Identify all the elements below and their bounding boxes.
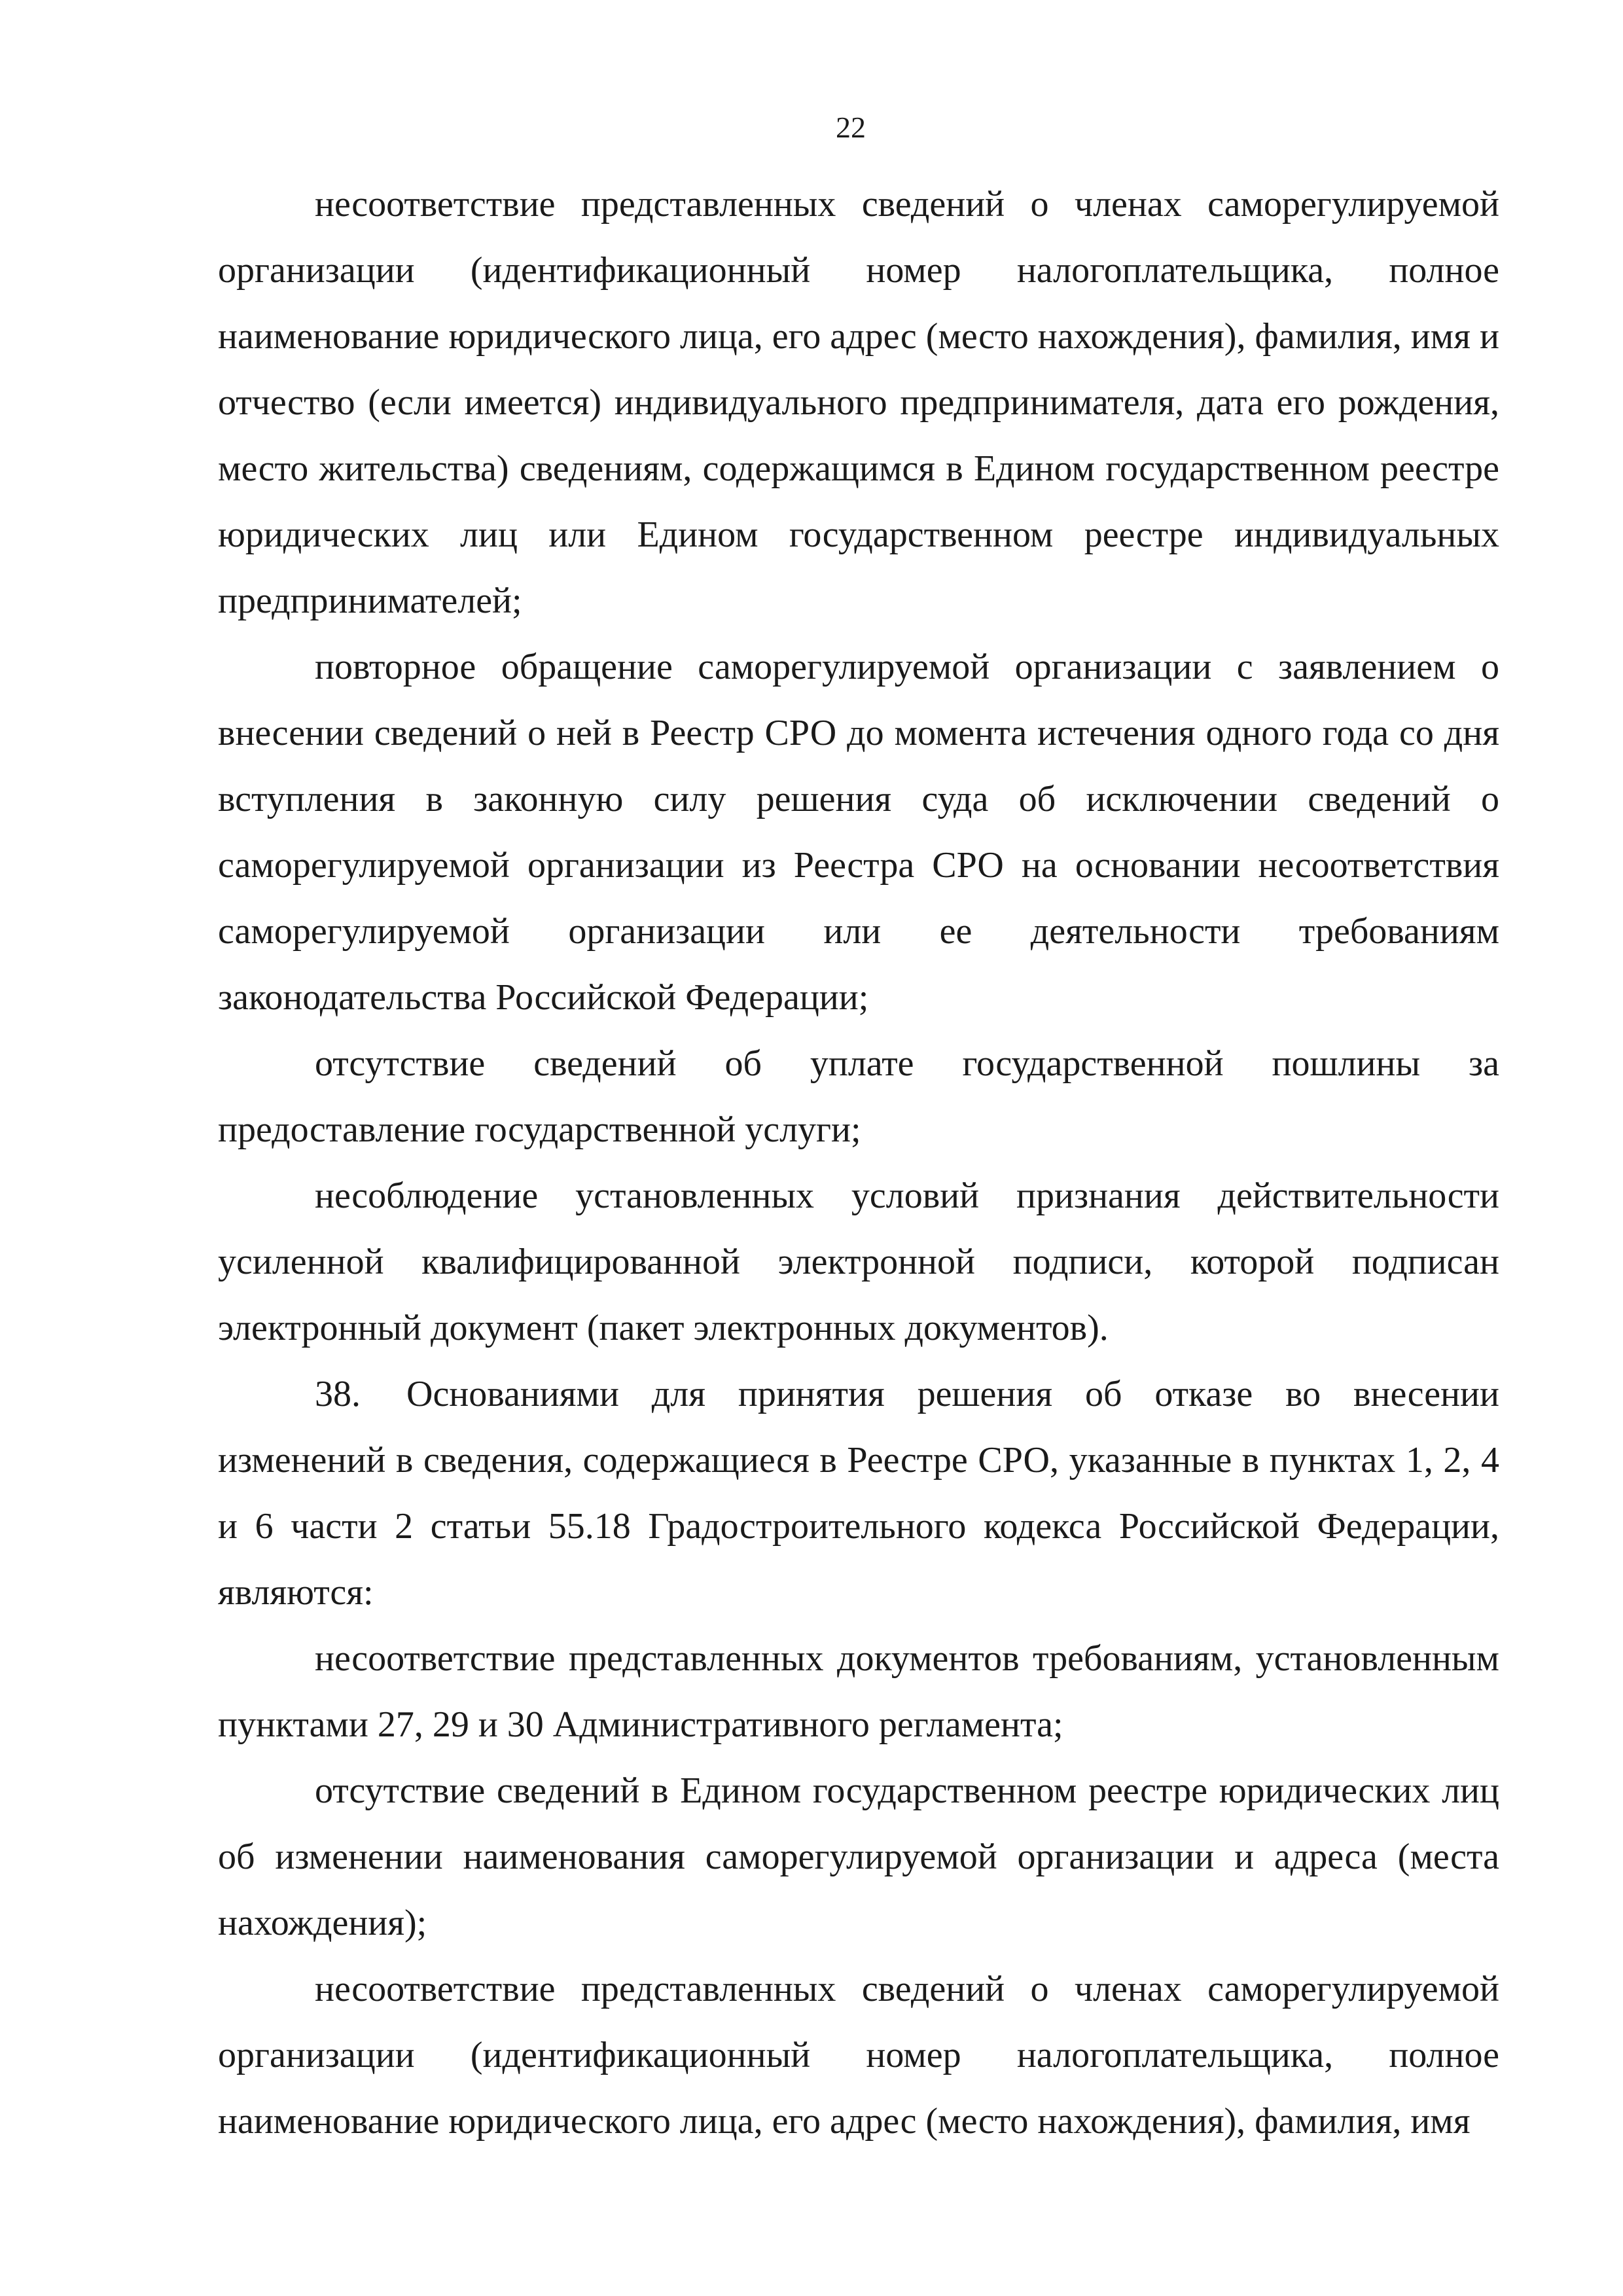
paragraph-signature-validity: несоблюдение установленных условий признания действительности усиленной квалифицированной электронной подписи, которой подписан электронный документ (пакет электронных документов).: [218, 1175, 1499, 1348]
paragraph-documents-mismatch: несоответствие представленных документов требованиям, установленным пунктами 27, 29 и 30 Административного регламента;: [218, 1638, 1499, 1745]
paragraph-no-fee-payment: отсутствие сведений об уплате государственной пошлины за предоставление государственной услуги;: [218, 1043, 1499, 1150]
paragraph-no-registry-info: отсутствие сведений в Едином государственном реестре юридических лиц об изменении наименования саморегулируемой организации и адреса (места нахождения);: [218, 1770, 1499, 1943]
paragraph-mismatch-member-info: несоответствие представленных сведений о членах саморегулируемой организации (идентификационный номер налогоплательщика, полное наименование юридического лица, его адрес (место нахождения), фамилия, имя и отчество (если имеется) индивидуального предпринимателя, дата его рождения, место жительства) сведениям, содержащимся в Едином государственном реестре юридических лиц или Едином государственном реестре индивидуальных предпринимателей;: [218, 184, 1499, 621]
document-body: [218, 171, 1499, 2155]
clause-38-text: Основаниями для принятия решения об отказе во внесении изменений в сведения, содержащиеся в Реестре СРО, указанные в пунктах 1, 2, 4 и 6 части 2 статьи 55.18 Градостроительного кодекса Российской Федерации, являются:: [218, 1374, 1499, 1613]
paragraph-mismatch-member-info-continued: несоответствие представленных сведений о членах саморегулируемой организации (идентификационный номер налогоплательщика, полное наименование юридического лица, его адрес (место нахождения), фамилия, имя: [218, 1969, 1499, 2142]
paragraph-repeated-application: повторное обращение саморегулируемой организации с заявлением о внесении сведений о ней в Реестр СРО до момента истечения одного года со дня вступления в законную силу решения суда об исключении сведений о саморегулируемой организации из Реестра СРО на основании несоответствия саморегулируемой организации или ее деятельности требованиям законодательства Российской Федерации;: [218, 647, 1499, 1018]
clause-38: [218, 1361, 1499, 1626]
clause-number: 38.: [315, 1374, 361, 1414]
page-number: 22: [836, 111, 866, 144]
